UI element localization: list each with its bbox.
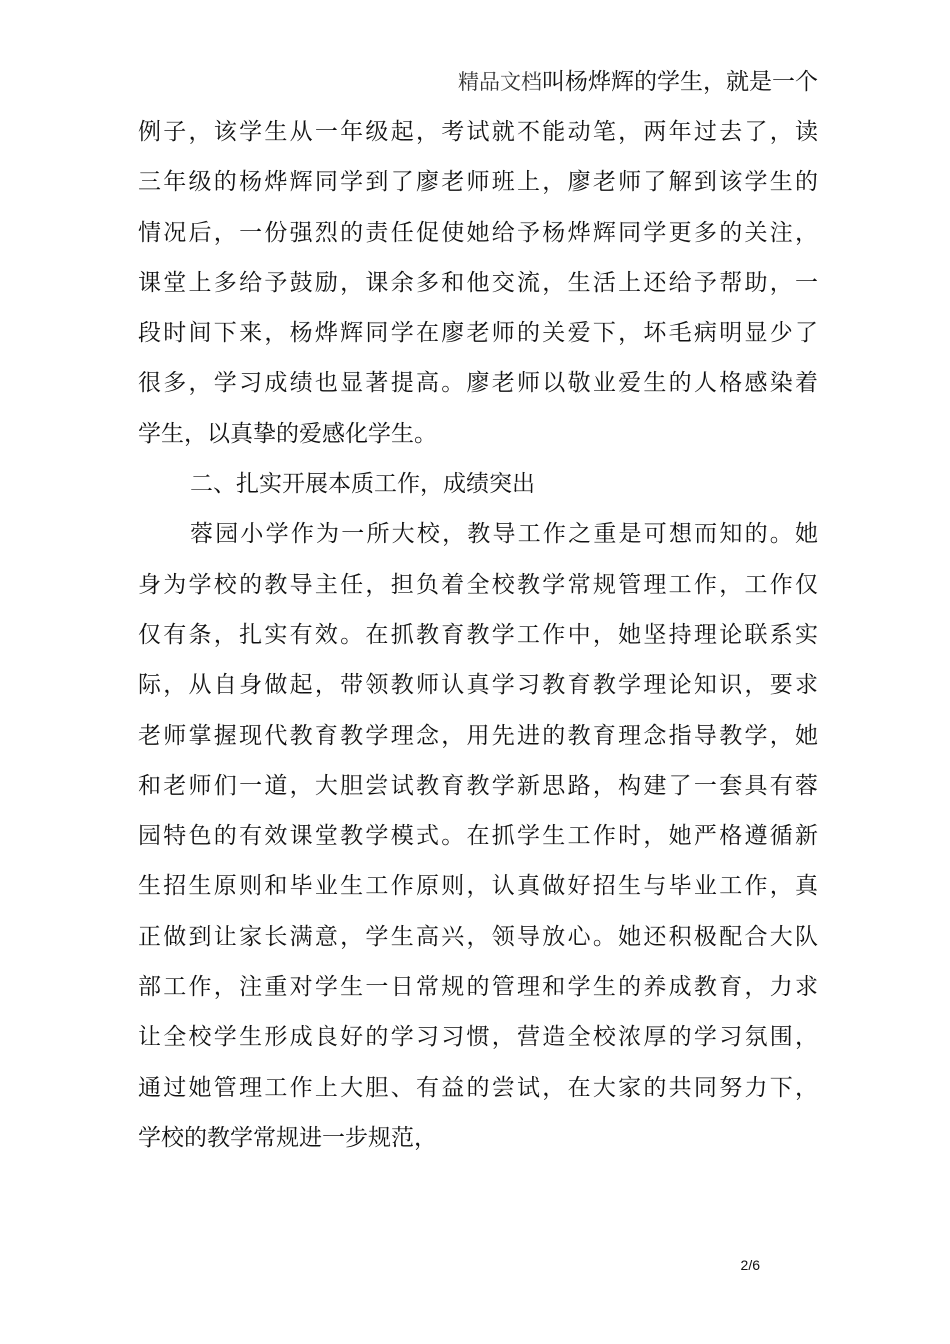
text-line: 课堂上多给予鼓励，课余多和他交流，生活上还给予帮助，一 [138, 269, 818, 296]
text-line: 情况后，一份强烈的责任促使她给予杨烨辉同学更多的关注， [138, 219, 818, 246]
text-line: 正做到让家长满意，学生高兴，领导放心。她还积极配合大队 [138, 923, 818, 950]
text-line: 仅有条，扎实有效。在抓教育教学工作中，她坚持理论联系实 [138, 621, 818, 648]
text-line: 老师掌握现代教育教学理念，用先进的教育理念指导教学，她 [138, 722, 818, 749]
section-heading: 二、扎实开展本质工作，成绩突出 [190, 471, 535, 498]
text-line: 部工作，注重对学生一日常规的管理和学生的养成教育，力求 [138, 974, 818, 1001]
text-line: 段时间下来，杨烨辉同学在廖老师的关爱下，坏毛病明显少了 [138, 320, 818, 347]
text-line: 和老师们一道，大胆尝试教育教学新思路，构建了一套具有蓉 [138, 772, 818, 799]
watermark-text: 精品文档 [458, 70, 542, 94]
text-line: 例子，该学生从一年级起，考试就不能动笔，两年过去了，读 [138, 119, 818, 145]
first-line [138, 62, 818, 102]
text-line: 学生，以真挚的爱感化学生。 [138, 420, 437, 447]
text-line: 园特色的有效课堂教学模式。在抓学生工作时，她严格遵循新 [138, 823, 818, 850]
text-line: 三年级的杨烨辉同学到了廖老师班上，廖老师了解到该学生的 [138, 169, 818, 196]
body-text [138, 112, 818, 1168]
page-number: 2/6 [740, 1257, 760, 1273]
first-line-text: 叫杨烨辉的学生，就是一个 [542, 69, 818, 95]
text-line: 通过她管理工作上大胆、有益的尝试，在大家的共同努力下， [138, 1074, 818, 1101]
text-line: 身为学校的教导主任，担负着全校教学常规管理工作，工作仅 [138, 571, 818, 598]
text-line: 生招生原则和毕业生工作原则，认真做好招生与毕业工作，真 [138, 873, 818, 900]
text-line: 让全校学生形成良好的学习习惯，营造全校浓厚的学习氛围， [138, 1024, 818, 1051]
text-line: 际，从自身做起，带领教师认真学习教育教学理论知识，要求 [138, 672, 818, 699]
text-line: 蓉园小学作为一所大校，教导工作之重是可想而知的。她 [190, 521, 818, 548]
text-line: 很多，学习成绩也显著提高。廖老师以敬业爱生的人格感染着 [138, 370, 818, 397]
text-line: 学校的教学常规进一步规范， [138, 1124, 437, 1151]
